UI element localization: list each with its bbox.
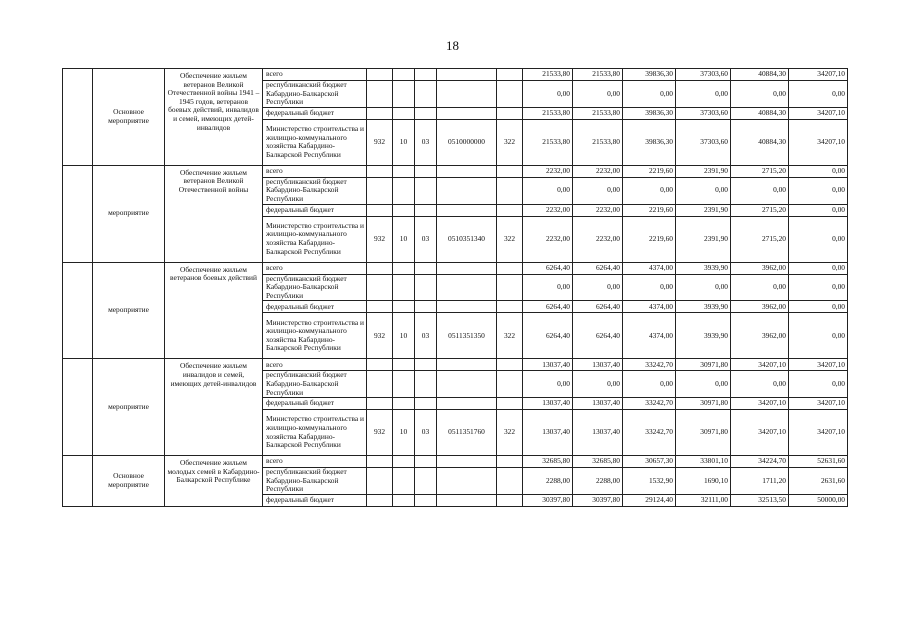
amount-cell: 32513,50	[731, 494, 789, 506]
amount-cell: 3962,00	[731, 262, 789, 274]
code-cell: 03	[415, 410, 437, 456]
code-cell	[367, 274, 393, 301]
activity-name-cell: Обеспечение жильем ветеранов боевых действий	[165, 262, 263, 359]
amount-cell: 0,00	[573, 371, 623, 398]
table-row	[63, 262, 848, 274]
source-label-cell: республиканский бюджет Кабардино-Балкарской Республики	[263, 468, 367, 495]
amount-cell: 2219,60	[623, 165, 676, 177]
amount-cell: 0,00	[623, 274, 676, 301]
amount-cell: 1690,10	[676, 468, 731, 495]
amount-cell: 2715,20	[731, 216, 789, 262]
source-label-cell: федеральный бюджет	[263, 494, 367, 506]
code-cell	[437, 165, 497, 177]
code-cell	[415, 301, 437, 313]
amount-cell: 13037,40	[523, 398, 573, 410]
code-cell	[437, 262, 497, 274]
amount-cell: 32685,80	[573, 456, 623, 468]
code-cell	[415, 204, 437, 216]
table-row	[63, 165, 848, 177]
activity-type-cell: Основное мероприятие	[93, 456, 165, 507]
amount-cell: 2232,00	[523, 204, 573, 216]
code-cell	[367, 468, 393, 495]
source-label-cell: федеральный бюджет	[263, 398, 367, 410]
amount-cell: 6264,40	[523, 262, 573, 274]
amount-cell: 21533,80	[573, 107, 623, 119]
amount-cell: 34207,10	[789, 359, 848, 371]
index-cell	[63, 165, 93, 262]
amount-cell: 0,00	[523, 81, 573, 108]
amount-cell: 0,00	[789, 81, 848, 108]
amount-cell: 4374,00	[623, 313, 676, 359]
amount-cell: 0,00	[789, 262, 848, 274]
code-cell: 10	[393, 119, 415, 165]
code-cell	[393, 274, 415, 301]
amount-cell: 34207,10	[731, 410, 789, 456]
activity-type-cell: мероприятие	[93, 359, 165, 456]
code-cell: 0510351340	[437, 216, 497, 262]
source-label-cell: Министерство строительства и жилищно-коммунального хозяйства Кабардино-Балкарской Республики	[263, 410, 367, 456]
code-cell	[437, 177, 497, 204]
amount-cell: 0,00	[731, 371, 789, 398]
amount-cell: 0,00	[789, 371, 848, 398]
code-cell	[393, 81, 415, 108]
amount-cell: 0,00	[676, 81, 731, 108]
code-cell	[393, 468, 415, 495]
code-cell	[415, 468, 437, 495]
amount-cell: 37303,60	[676, 107, 731, 119]
source-label-cell: федеральный бюджет	[263, 204, 367, 216]
table-row	[63, 359, 848, 371]
code-cell	[437, 107, 497, 119]
code-cell	[367, 107, 393, 119]
code-cell	[415, 494, 437, 506]
code-cell	[497, 262, 523, 274]
source-label-cell: всего	[263, 359, 367, 371]
amount-cell: 0,00	[573, 81, 623, 108]
amount-cell: 2391,90	[676, 216, 731, 262]
amount-cell: 34207,10	[789, 107, 848, 119]
activity-name-cell: Обеспечение жильем инвалидов и семей, имеющих детей-инвалидов	[165, 359, 263, 456]
code-cell: 0511351760	[437, 410, 497, 456]
amount-cell: 2219,60	[623, 216, 676, 262]
amount-cell: 52631,60	[789, 456, 848, 468]
code-cell	[393, 262, 415, 274]
amount-cell: 0,00	[789, 165, 848, 177]
amount-cell: 34207,10	[789, 410, 848, 456]
amount-cell: 21533,80	[523, 107, 573, 119]
amount-cell: 6264,40	[573, 313, 623, 359]
code-cell	[367, 204, 393, 216]
code-cell	[497, 301, 523, 313]
amount-cell: 2391,90	[676, 204, 731, 216]
amount-cell: 3962,00	[731, 313, 789, 359]
amount-cell: 30971,80	[676, 398, 731, 410]
amount-cell: 0,00	[731, 274, 789, 301]
code-cell: 10	[393, 216, 415, 262]
amount-cell: 3939,90	[676, 262, 731, 274]
code-cell: 10	[393, 410, 415, 456]
amount-cell: 32111,00	[676, 494, 731, 506]
code-cell: 322	[497, 410, 523, 456]
amount-cell: 0,00	[623, 81, 676, 108]
source-label-cell: республиканский бюджет Кабардино-Балкарской Республики	[263, 274, 367, 301]
code-cell	[497, 177, 523, 204]
amount-cell: 37303,60	[676, 69, 731, 81]
amount-cell: 0,00	[623, 177, 676, 204]
amount-cell: 32685,80	[523, 456, 573, 468]
code-cell	[497, 107, 523, 119]
code-cell	[393, 359, 415, 371]
code-cell	[415, 81, 437, 108]
code-cell	[367, 177, 393, 204]
code-cell	[497, 69, 523, 81]
amount-cell: 1532,90	[623, 468, 676, 495]
source-label-cell: всего	[263, 165, 367, 177]
code-cell	[393, 165, 415, 177]
amount-cell: 6264,40	[573, 301, 623, 313]
code-cell	[393, 301, 415, 313]
code-cell	[437, 398, 497, 410]
source-label-cell: всего	[263, 262, 367, 274]
code-cell	[393, 398, 415, 410]
code-cell	[437, 274, 497, 301]
amount-cell: 30657,30	[623, 456, 676, 468]
table-body	[63, 69, 848, 507]
amount-cell: 39836,30	[623, 69, 676, 81]
code-cell	[497, 494, 523, 506]
code-cell	[367, 359, 393, 371]
code-cell	[415, 165, 437, 177]
code-cell	[415, 107, 437, 119]
code-cell	[415, 69, 437, 81]
amount-cell: 34207,10	[731, 398, 789, 410]
amount-cell: 0,00	[573, 274, 623, 301]
amount-cell: 34207,10	[731, 359, 789, 371]
amount-cell: 0,00	[731, 81, 789, 108]
amount-cell: 21533,80	[573, 119, 623, 165]
code-cell	[437, 371, 497, 398]
table-row	[63, 69, 848, 81]
activity-name-cell: Обеспечение жильем молодых семей в Кабардино-Балкарской Республике	[165, 456, 263, 507]
amount-cell: 4374,00	[623, 262, 676, 274]
code-cell	[437, 69, 497, 81]
amount-cell: 2232,00	[523, 165, 573, 177]
amount-cell: 2232,00	[573, 216, 623, 262]
amount-cell: 0,00	[523, 177, 573, 204]
amount-cell: 40884,30	[731, 107, 789, 119]
code-cell	[367, 398, 393, 410]
code-cell	[415, 262, 437, 274]
activity-type-cell: Основное мероприятие	[93, 69, 165, 166]
code-cell: 0511351350	[437, 313, 497, 359]
amount-cell: 0,00	[523, 274, 573, 301]
amount-cell: 0,00	[573, 177, 623, 204]
amount-cell: 2232,00	[573, 165, 623, 177]
amount-cell: 33242,70	[623, 410, 676, 456]
source-label-cell: всего	[263, 456, 367, 468]
source-label-cell: Министерство строительства и жилищно-коммунального хозяйства Кабардино-Балкарской Республики	[263, 119, 367, 165]
amount-cell: 39836,30	[623, 107, 676, 119]
source-label-cell: республиканский бюджет Кабардино-Балкарской Республики	[263, 177, 367, 204]
code-cell	[497, 274, 523, 301]
amount-cell: 2715,20	[731, 165, 789, 177]
amount-cell: 2631,60	[789, 468, 848, 495]
amount-cell: 21533,80	[523, 69, 573, 81]
code-cell: 932	[367, 119, 393, 165]
amount-cell: 2391,90	[676, 165, 731, 177]
code-cell: 932	[367, 216, 393, 262]
code-cell: 03	[415, 216, 437, 262]
amount-cell: 1711,20	[731, 468, 789, 495]
amount-cell: 21533,80	[573, 69, 623, 81]
amount-cell: 30397,80	[573, 494, 623, 506]
amount-cell: 37303,60	[676, 119, 731, 165]
amount-cell: 2715,20	[731, 204, 789, 216]
amount-cell: 34207,10	[789, 69, 848, 81]
code-cell	[497, 81, 523, 108]
code-cell	[393, 107, 415, 119]
amount-cell: 0,00	[523, 371, 573, 398]
amount-cell: 0,00	[789, 274, 848, 301]
amount-cell: 34207,10	[789, 398, 848, 410]
code-cell: 322	[497, 216, 523, 262]
amount-cell: 33242,70	[623, 359, 676, 371]
amount-cell: 13037,40	[573, 398, 623, 410]
amount-cell: 0,00	[789, 204, 848, 216]
code-cell	[415, 398, 437, 410]
source-label-cell: Министерство строительства и жилищно-коммунального хозяйства Кабардино-Балкарской Республики	[263, 216, 367, 262]
index-cell	[63, 262, 93, 359]
amount-cell: 34224,70	[731, 456, 789, 468]
code-cell	[367, 262, 393, 274]
code-cell: 0510000000	[437, 119, 497, 165]
amount-cell: 0,00	[623, 371, 676, 398]
amount-cell: 33242,70	[623, 398, 676, 410]
source-label-cell: республиканский бюджет Кабардино-Балкарской Республики	[263, 371, 367, 398]
code-cell	[437, 468, 497, 495]
amount-cell: 0,00	[789, 301, 848, 313]
code-cell: 932	[367, 410, 393, 456]
code-cell	[437, 81, 497, 108]
amount-cell: 0,00	[676, 177, 731, 204]
amount-cell: 13037,40	[523, 359, 573, 371]
amount-cell: 2219,60	[623, 204, 676, 216]
amount-cell: 30971,80	[676, 359, 731, 371]
code-cell	[437, 359, 497, 371]
code-cell	[393, 177, 415, 204]
index-cell	[63, 359, 93, 456]
amount-cell: 0,00	[789, 177, 848, 204]
activity-name-cell: Обеспечение жильем ветеранов Великой Отечественной войны 1941 – 1945 годов, ветеранов боевых действий, инвалидов и семей, имеющих детей-инвалидов	[165, 69, 263, 166]
amount-cell: 0,00	[789, 313, 848, 359]
code-cell	[367, 165, 393, 177]
amount-cell: 30971,80	[676, 410, 731, 456]
amount-cell: 2232,00	[523, 216, 573, 262]
amount-cell: 3962,00	[731, 301, 789, 313]
amount-cell: 40884,30	[731, 69, 789, 81]
amount-cell: 0,00	[789, 216, 848, 262]
amount-cell: 13037,40	[573, 359, 623, 371]
code-cell	[415, 274, 437, 301]
amount-cell: 50000,00	[789, 494, 848, 506]
amount-cell: 6264,40	[523, 313, 573, 359]
code-cell: 03	[415, 119, 437, 165]
amount-cell: 4374,00	[623, 301, 676, 313]
source-label-cell: всего	[263, 69, 367, 81]
code-cell: 03	[415, 313, 437, 359]
amount-cell: 6264,40	[573, 262, 623, 274]
source-label-cell: Министерство строительства и жилищно-коммунального хозяйства Кабардино-Балкарской Республики	[263, 313, 367, 359]
amount-cell: 29124,40	[623, 494, 676, 506]
table-row	[63, 456, 848, 468]
amount-cell: 34207,10	[789, 119, 848, 165]
amount-cell: 40884,30	[731, 119, 789, 165]
amount-cell: 39836,30	[623, 119, 676, 165]
code-cell	[393, 371, 415, 398]
source-label-cell: федеральный бюджет	[263, 107, 367, 119]
code-cell	[415, 456, 437, 468]
index-cell	[63, 456, 93, 507]
amount-cell: 2232,00	[573, 204, 623, 216]
code-cell: 322	[497, 313, 523, 359]
code-cell	[437, 494, 497, 506]
code-cell	[367, 371, 393, 398]
amount-cell: 33801,10	[676, 456, 731, 468]
amount-cell: 13037,40	[573, 410, 623, 456]
code-cell	[497, 456, 523, 468]
code-cell	[497, 359, 523, 371]
code-cell: 932	[367, 313, 393, 359]
code-cell	[497, 165, 523, 177]
amount-cell: 30397,80	[523, 494, 573, 506]
amount-cell: 2288,00	[523, 468, 573, 495]
amount-cell: 0,00	[676, 274, 731, 301]
code-cell	[415, 371, 437, 398]
code-cell	[437, 301, 497, 313]
code-cell	[497, 204, 523, 216]
amount-cell: 3939,90	[676, 301, 731, 313]
amount-cell: 3939,90	[676, 313, 731, 359]
amount-cell: 2288,00	[573, 468, 623, 495]
code-cell	[393, 494, 415, 506]
code-cell: 322	[497, 119, 523, 165]
code-cell	[393, 456, 415, 468]
page-number: 18	[446, 38, 459, 53]
code-cell	[367, 81, 393, 108]
amount-cell: 0,00	[731, 177, 789, 204]
activity-name-cell: Обеспечение жильем ветеранов Великой Отечественной войны	[165, 165, 263, 262]
amount-cell: 21533,80	[523, 119, 573, 165]
code-cell	[437, 204, 497, 216]
code-cell	[367, 69, 393, 81]
code-cell	[367, 301, 393, 313]
code-cell: 10	[393, 313, 415, 359]
amount-cell: 13037,40	[523, 410, 573, 456]
activity-type-cell: мероприятие	[93, 165, 165, 262]
code-cell	[393, 204, 415, 216]
source-label-cell: федеральный бюджет	[263, 301, 367, 313]
code-cell	[497, 371, 523, 398]
amount-cell: 0,00	[676, 371, 731, 398]
amount-cell: 6264,40	[523, 301, 573, 313]
budget-table	[62, 68, 848, 507]
code-cell	[415, 359, 437, 371]
code-cell	[415, 177, 437, 204]
code-cell	[367, 456, 393, 468]
code-cell	[497, 398, 523, 410]
code-cell	[437, 456, 497, 468]
activity-type-cell: мероприятие	[93, 262, 165, 359]
code-cell	[393, 69, 415, 81]
index-cell	[63, 69, 93, 166]
code-cell	[497, 468, 523, 495]
source-label-cell: республиканский бюджет Кабардино-Балкарской Республики	[263, 81, 367, 108]
code-cell	[367, 494, 393, 506]
